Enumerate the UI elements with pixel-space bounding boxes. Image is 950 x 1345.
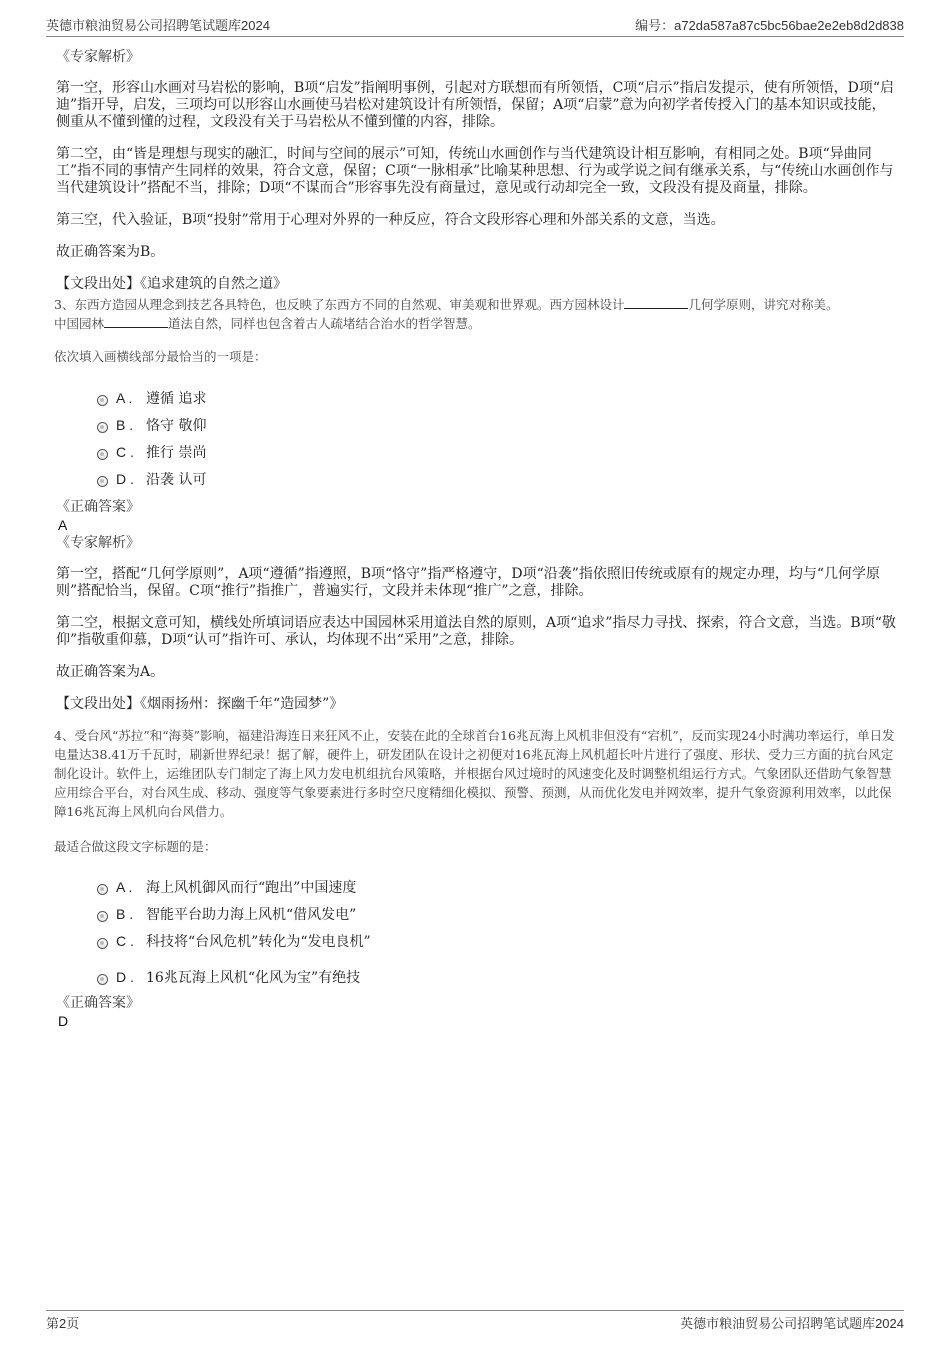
q3-answer: A xyxy=(58,517,68,533)
option-text: 遵循 追求 xyxy=(146,390,207,407)
q3-option-b[interactable] xyxy=(56,411,896,438)
radio-icon[interactable] xyxy=(97,476,108,487)
q4-options xyxy=(56,873,896,990)
option-letter: A . xyxy=(116,389,133,406)
page-content xyxy=(56,46,896,1030)
q3-option-a[interactable] xyxy=(56,384,896,411)
option-text: 恪守 敬仰 xyxy=(146,417,207,434)
radio-icon[interactable] xyxy=(97,938,108,949)
q2-analysis-label: 《专家解析》 xyxy=(56,49,140,65)
radio-icon[interactable] xyxy=(97,884,108,895)
q3-text-part-a: 3、东西方造园从理念到技艺各具特色，也反映了东西方不同的自然观、审美观和世界观。西方园林设计 xyxy=(54,297,625,312)
q3-text-part-d: 道法自然，同样也包含着古人疏堵结合治水的哲学智慧。 xyxy=(168,316,481,331)
q4-option-b[interactable] xyxy=(56,900,896,927)
q3-option-c[interactable] xyxy=(56,438,896,465)
q3-prompt: 依次填入画横线部分最恰当的一项是： xyxy=(54,349,267,364)
q3-source: 【文段出处】《烟雨扬州：探幽千年“造园梦”》 xyxy=(56,696,344,712)
header-divider xyxy=(46,36,904,37)
q2-source: 【文段出处】《追求建筑的自然之道》 xyxy=(56,276,287,292)
option-text: 沿袭 认可 xyxy=(146,471,207,488)
radio-icon[interactable] xyxy=(97,974,108,985)
option-letter: C . xyxy=(116,443,134,460)
q4-option-c[interactable] xyxy=(56,927,896,954)
q3-text-part-c: 中国园林 xyxy=(54,316,105,331)
q3-options xyxy=(56,384,896,492)
option-letter: B . xyxy=(116,416,134,433)
q3-option-d[interactable] xyxy=(56,465,896,492)
q4-option-a[interactable] xyxy=(56,873,896,900)
q3-blank-1 xyxy=(624,296,688,309)
q3-analysis-p1: 第一空，搭配“几何学原则”，A项“遵循”指遵照，B项“恪守”指严格遵守，D项“沿袭”指依照旧传统或原有的规定办理，均与“几何学原则”搭配恰当，保留。C项“推行”指推广，普遍实行，文段并未体现“推广”之意，排除。 xyxy=(56,566,881,599)
q4-answer-label: 《正确答案》 xyxy=(56,995,140,1011)
option-letter: C . xyxy=(116,932,134,949)
option-text: 科技将“台风危机”转化为“发电良机” xyxy=(146,933,371,950)
q3-text-part-b: 几何学原则，讲究对称美。 xyxy=(688,297,839,312)
option-text: 推行 崇尚 xyxy=(146,444,207,461)
q4-prompt: 最适合做这段文字标题的是： xyxy=(54,839,217,854)
footer-divider xyxy=(46,1310,904,1311)
q3-blank-2 xyxy=(104,315,168,328)
option-letter: D . xyxy=(116,968,134,985)
q4-text: 4、受台风“苏拉”和“海葵”影响，福建沿海连日来狂风不止，安装在此的全球首台16兆瓦海上风机非但没有“宕机”，反而实现24小时满功率运行，单日发电量达38.41万千瓦时，刷新世界纪录！据了解，硬件上，研发团队在设计之初便对16兆瓦海上风机超长叶片进行了强度、形状、受力三方面的抗台风定制化设计。软件上，运维团队专门制定了海上风力发电机组抗台风策略，并根据台风过境时的风速变化及时调整机组运行方式。气象团队还借助气象智慧应用综合平台，对台风生成、移动、强度等气象要素进行多时空尺度精细化模拟、预警、预测，从而优化发电并网效率，提升气象资源利用效率，以此保障16兆瓦海上风机向台风借力。 xyxy=(54,728,895,819)
header-id: 编号：a72da587a87c5bc56bae2e2eb8d2d838 xyxy=(635,17,904,33)
q3-analysis-label: 《专家解析》 xyxy=(56,535,140,551)
q3-conclusion: 故正确答案为A。 xyxy=(56,664,165,680)
q3-answer-label: 《正确答案》 xyxy=(56,499,140,515)
footer-title: 英德市粮油贸易公司招聘笔试题库2024 xyxy=(680,1315,904,1331)
option-letter: A . xyxy=(116,878,133,895)
option-text: 海上风机御风而行“跑出”中国速度 xyxy=(146,879,357,896)
header-title: 英德市粮油贸易公司招聘笔试题库2024 xyxy=(46,17,270,33)
option-letter: D . xyxy=(116,470,134,487)
radio-icon[interactable] xyxy=(97,422,108,433)
q4-option-d[interactable] xyxy=(56,963,896,990)
page-header xyxy=(46,14,904,34)
q2-analysis-p1: 第一空，形容山水画对马岩松的影响，B项“启发”指阐明事例，引起对方联想而有所领悟，C项“启示”指启发提示，使有所领悟，D项“启迪”指开导，启发，三项均可以形容山水画使马岩松对建筑设计有所领悟，保留；A项“启蒙”意为向初学者传授入门的基本知识或技能，侧重从不懂到懂的过程，文段没有关于马岩松从不懂到懂的内容，排除。 xyxy=(56,80,895,130)
q2-analysis-p2: 第二空，由“皆是理想与现实的融汇，时间与空间的展示”可知，传统山水画创作与当代建筑设计相互影响，有相同之处。B项“异曲同工”指不同的事情产生同样的效果，符合文意，保留；C项“一脉相承”比喻某种思想、行为或学说之间有继承关系，与“传统山水画创作与当代建筑设计”搭配不当，排除；D项“不谋而合”形容事先没有商量过，意见或行动却完全一致，文段没有提及商量，排除。 xyxy=(56,146,894,196)
page-footer xyxy=(46,1312,904,1332)
option-text: 16兆瓦海上风机“化风为宝”有绝技 xyxy=(146,969,361,986)
q2-analysis-p3: 第三空，代入验证，B项“投射”常用于心理对外界的一种反应，符合文段形容心理和外部关系的文意，当选。 xyxy=(56,212,725,228)
radio-icon[interactable] xyxy=(97,395,108,406)
q3-analysis-p2: 第二空，根据文意可知，横线处所填词语应表达中国园林采用道法自然的原则，A项“追求”指尽力寻找、探索，符合文意，当选。B项“敬仰”指敬重仰慕，D项“认可”指许可、承认，均体现不出“采用”之意，排除。 xyxy=(56,615,896,648)
q2-conclusion: 故正确答案为B。 xyxy=(56,244,165,260)
radio-icon[interactable] xyxy=(97,911,108,922)
option-text: 智能平台助力海上风机“借风发电” xyxy=(146,906,357,923)
q3-text xyxy=(54,295,896,333)
option-letter: B . xyxy=(116,905,134,922)
q4-answer: D xyxy=(58,1013,69,1029)
page-number: 第2页 xyxy=(46,1315,80,1331)
radio-icon[interactable] xyxy=(97,449,108,460)
